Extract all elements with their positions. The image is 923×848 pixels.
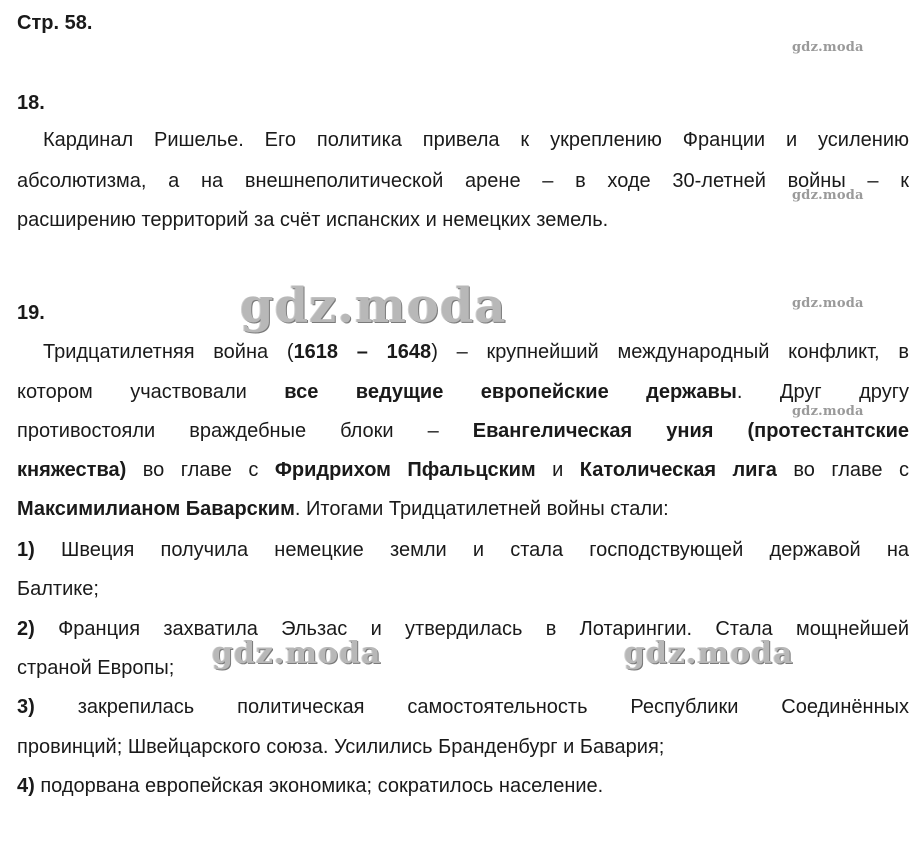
text: закрепилась политическая самостоятельность Республики Соединённых [34,696,909,718]
text: Франция захватила Эльзас и утвердилась в Лотарингии. Стала мощнейшей [34,618,909,640]
text: во главе с [126,459,275,481]
q19-line-4 [17,457,909,483]
result-item-3-line-2: провинций; Швейцарского союза. Усилились Бранденбург и Бавария; [17,736,665,758]
text: . Друг другу [736,381,909,403]
result-item-4-line-1 [17,773,909,799]
text: во главе с [776,459,909,481]
text: подорвана европейская экономика; сократилось население. [34,775,604,797]
item-number: 2) [17,618,35,640]
result-item-1-line-1 [17,537,909,563]
text: противостояли враждебные блоки – [17,420,473,442]
q18-line-3: расширению территорий за счёт испанских и немецких земель. [17,209,609,231]
text: Тридцатилетняя война ( [43,341,294,363]
q18-line-1: Кардинал Ришелье. Его политика привела к укреплению Франции и усилению [43,129,909,151]
watermark-small: gdz.moda [792,404,864,419]
watermark-small: gdz.moda [792,40,864,55]
maximilian-bold: Максимилианом Баварским [17,498,295,520]
item-number: 1) [17,539,35,561]
question-18-number: 18. [17,92,45,114]
text: и [535,459,580,481]
page-heading: Стр. 58. [17,12,93,34]
text: . Итогами Тридцатилетней войны стали: [294,498,669,520]
watermark-small: gdz.moda [792,188,864,203]
item-number: 3) [17,696,35,718]
q19-line-1 [43,339,909,365]
watermark-medium: gdz.moda [624,636,794,671]
text: котором участвовали [17,381,285,403]
q19-line-5 [17,496,909,522]
result-item-2-line-2: страной Европы; [17,657,175,679]
watermark-medium: gdz.moda [212,636,382,671]
watermark-large: gdz.moda [240,278,507,334]
text: Швеция получила немецкие земли и стала господствующей державой на [34,539,909,561]
principalities-bold: княжества) [17,459,127,481]
league-bold: Католическая лига [579,459,777,481]
union-bold: Евангелическая уния (протестантские [472,420,909,442]
result-item-1-line-2: Балтике; [17,578,99,600]
watermark-small: gdz.moda [792,296,864,311]
frederick-bold: Фридрихом Пфальцским [274,459,536,481]
question-19-number: 19. [17,302,45,324]
q19-line-3 [17,418,909,444]
q19-line-2 [17,379,909,405]
years-bold: 1618 – 1648 [293,341,432,363]
text: ) – крупнейший международный конфликт, в [431,341,909,363]
item-number: 4) [17,775,35,797]
q18-line-2: абсолютизма, а на внешнеполитической арене – в ходе 30-летней войны – к [17,170,909,192]
powers-bold: все ведущие европейские державы [284,381,737,403]
result-item-3-line-1 [17,694,909,720]
